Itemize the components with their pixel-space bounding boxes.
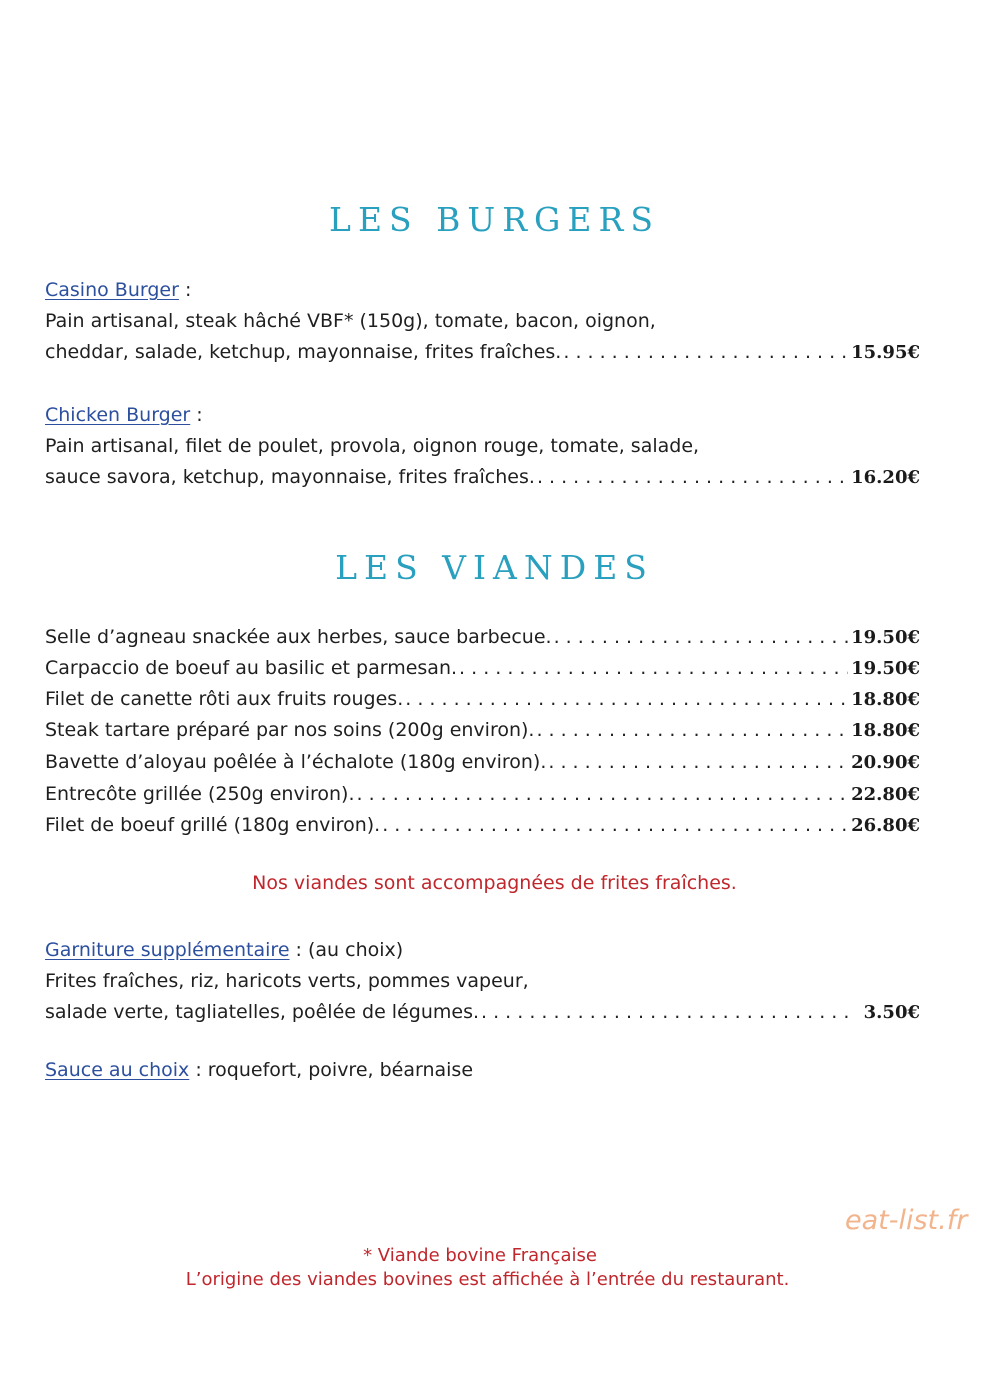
garniture-description-line: Frites fraîches, riz, haricots verts, pommes vapeur,: [45, 970, 529, 992]
viande-item: [45, 715, 920, 745]
viandes-note: Nos viandes sont accompagnées de frites fraîches.: [252, 872, 737, 894]
price: 19.50€: [851, 627, 920, 648]
section-title-viandes: LES VIANDES: [335, 548, 654, 587]
burger-description-line: sauce savora, ketchup, mayonnaise, frites fraîches.: [45, 466, 535, 488]
viande-item: [45, 684, 920, 714]
viande-label: Carpaccio de boeuf au basilic et parmesan.: [45, 657, 458, 679]
sauce-line: [45, 1055, 920, 1085]
burger-name-casino[interactable]: Casino Burger: [45, 279, 179, 301]
viande-item: [45, 622, 920, 652]
dot-leader: [552, 622, 848, 652]
footer-note-line2: L’origine des viandes bovines est affichée à l’entrée du restaurant.: [185, 1269, 790, 1290]
dot-leader: [355, 779, 848, 809]
price: 18.80€: [851, 720, 920, 741]
viande-label: Steak tartare préparé par nos soins (200g environ).: [45, 719, 535, 741]
dot-leader: [546, 747, 848, 777]
dot-leader: [535, 462, 848, 492]
footer-note-line1: * Viande bovine Française: [363, 1245, 597, 1266]
price: 20.90€: [851, 752, 920, 773]
watermark-logo: eat-list.fr: [845, 1205, 968, 1236]
price: 18.80€: [851, 689, 920, 710]
burger-description-line: Pain artisanal, steak hâché VBF* (150g), tomate, bacon, oignon,: [45, 310, 656, 332]
viande-label: Entrecôte grillée (250g environ).: [45, 783, 355, 805]
viande-item: [45, 653, 920, 683]
garniture-price-line: [45, 997, 920, 1027]
dot-leader: [380, 810, 848, 840]
burger-description-line: Pain artisanal, filet de poulet, provola, oignon rouge, tomate, salade,: [45, 435, 700, 457]
burger-item-heading: [45, 400, 920, 430]
viande-label: Filet de boeuf grillé (180g environ).: [45, 814, 381, 836]
viande-label: Bavette d’aloyau poêlée à l’échalote (180g environ).: [45, 751, 547, 773]
section-title-burgers: LES BURGERS: [329, 200, 660, 239]
garniture-heading: [45, 935, 920, 965]
dot-leader: [561, 337, 848, 367]
garniture-suffix: : (au choix): [289, 939, 404, 961]
burger-price-line: [45, 337, 920, 367]
viande-label: Selle d’agneau snackée aux herbes, sauce barbecue.: [45, 626, 552, 648]
viande-item: [45, 747, 920, 777]
dot-leader: [479, 997, 848, 1027]
burger-name-chicken[interactable]: Chicken Burger: [45, 404, 191, 426]
price: 16.20€: [851, 467, 920, 488]
burger-name-suffix: :: [190, 404, 203, 426]
viande-item: [45, 779, 920, 809]
price: 22.80€: [851, 784, 920, 805]
burger-item-heading: [45, 275, 920, 305]
burger-description-line: cheddar, salade, ketchup, mayonnaise, frites fraîches.: [45, 341, 562, 363]
viande-label: Filet de canette rôti aux fruits rouges.: [45, 688, 404, 710]
viande-item: [45, 810, 920, 840]
sauce-options: : roquefort, poivre, béarnaise: [189, 1059, 474, 1081]
garniture-name[interactable]: Garniture supplémentaire: [45, 939, 290, 961]
price: 3.50€: [863, 1002, 920, 1023]
price: 15.95€: [851, 342, 920, 363]
sauce-name[interactable]: Sauce au choix: [45, 1059, 190, 1081]
dot-leader: [457, 653, 848, 683]
burger-price-line: [45, 462, 920, 492]
dot-leader: [534, 715, 848, 745]
dot-leader: [403, 684, 848, 714]
burger-name-suffix: :: [178, 279, 192, 301]
price: 19.50€: [851, 658, 920, 679]
price: 26.80€: [851, 815, 920, 836]
garniture-description-line: salade verte, tagliatelles, poêlée de légumes.: [45, 1001, 480, 1023]
